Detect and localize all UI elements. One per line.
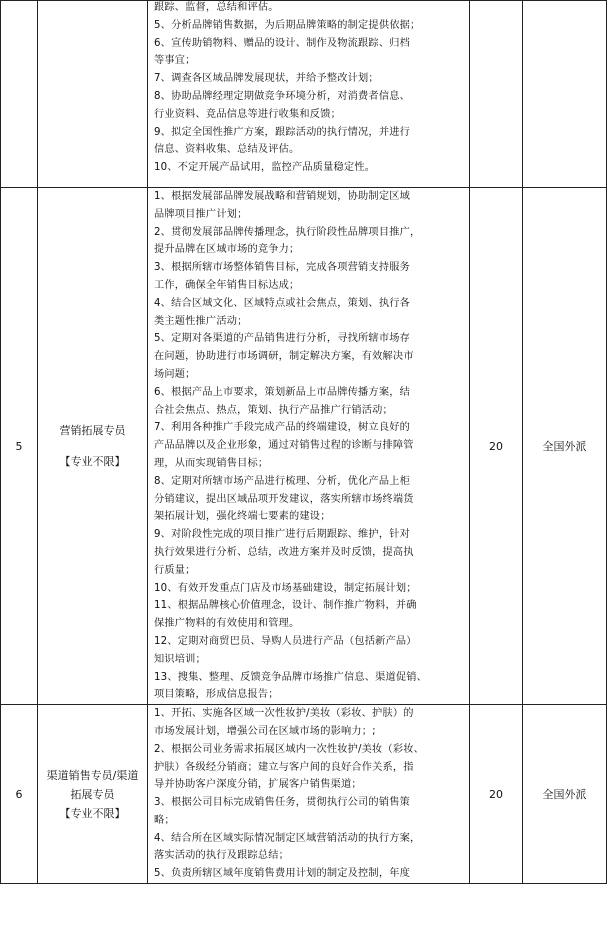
location-cell: 全国外派 bbox=[523, 705, 607, 884]
position-cell bbox=[38, 705, 148, 884]
duties-cell bbox=[148, 705, 470, 884]
position-name: 营销拓展专员 bbox=[59, 424, 126, 438]
duty-line: 护肤）各级经分销商；建立与客户间的良好合作关系，指 bbox=[154, 761, 414, 773]
duties-cell bbox=[148, 1, 470, 188]
duty-line: 行业资料、竞品信息等进行收集和反馈； bbox=[154, 108, 341, 120]
duty-line: 7、调查各区域品牌发展现状，并给予整改计划； bbox=[154, 73, 379, 85]
duty-line: 市场发展计划，增强公司在区域市场的影响力；; bbox=[154, 725, 376, 737]
duty-line: 行质量； bbox=[154, 564, 196, 576]
position-requirement: 【专业不限】 bbox=[59, 806, 126, 820]
row-number bbox=[1, 1, 38, 188]
duty-line: 产品品牌以及企业形象，通过对销售过程的诊断与排障管 bbox=[154, 440, 414, 452]
duty-line: 合社会焦点、热点，策划、执行产品推广行销活动； bbox=[154, 404, 393, 416]
duty-line: 5、定期对各渠道的产品销售进行分析，寻找所辖市场存 bbox=[154, 333, 410, 345]
duty-line: 项目策略，形成信息报告； bbox=[154, 689, 279, 701]
table-row bbox=[1, 188, 607, 705]
duty-line: 知识培训； bbox=[154, 653, 206, 665]
duty-line: 架拓展计划，强化终端七要素的建设； bbox=[154, 511, 331, 523]
duty-line: 9、拟定全国性推广方案，跟踪活动的执行情况，并进行 bbox=[154, 126, 410, 138]
table-row bbox=[1, 705, 607, 884]
duty-line: 保推广物料的有效使用和管理。 bbox=[154, 618, 300, 630]
duty-line: 6、根据产品上市要求，策划新品上市品牌传播方案，结 bbox=[154, 386, 410, 398]
duty-line: 9、对阶段性完成的项目推广进行后期跟踪、维护，针对 bbox=[154, 529, 410, 541]
duty-line: 等事宜； bbox=[154, 55, 196, 67]
duty-line: 2、贯彻发展部品牌传播理念，执行阶段性品牌项目推广， bbox=[154, 226, 421, 238]
duty-line: 跟踪、监督，总结和评估。 bbox=[154, 2, 279, 13]
duty-line: 13、搜集、整理、反馈竞争品牌市场推广信息、渠道促销、 bbox=[154, 671, 428, 683]
position-cell bbox=[38, 1, 148, 188]
duty-line: 11、根据品牌核心价值理念，设计、制作推广物料，并确 bbox=[154, 600, 417, 612]
duty-line: 信息、资料收集、总结及评估。 bbox=[154, 144, 300, 156]
duty-line: 略； bbox=[154, 814, 175, 826]
duty-line: 5、负责所辖区域年度销售费用计划的制定及控制，年度 bbox=[154, 868, 410, 880]
duty-line: 3、根据公司目标完成销售任务，贯彻执行公司的销售策 bbox=[154, 797, 410, 809]
duty-line: 执行效果进行分析、总结，改进方案并及时反馈，提高执 bbox=[154, 546, 414, 558]
headcount-cell: 20 bbox=[470, 188, 523, 705]
duty-line: 落实活动的执行及跟踪总结； bbox=[154, 850, 290, 862]
duty-line: 4、结合区域文化、区域特点或社会焦点，策划、执行各 bbox=[154, 297, 410, 309]
duty-line: 1、根据发展部品牌发展战略和营销规划，协助制定区域 bbox=[154, 191, 410, 202]
duty-line: 分销建议，提出区域品项开发建议，落实所辖市场终端货 bbox=[154, 493, 414, 505]
duty-line: 10、有效开发重点门店及市场基础建设，制定拓展计划； bbox=[154, 582, 417, 594]
duty-line: 品牌项目推广计划； bbox=[154, 208, 248, 220]
position-cell bbox=[38, 188, 148, 705]
position-name: 渠道销售专员/渠道拓展专员 bbox=[46, 768, 139, 801]
duty-line: 10、不定开展产品试用，监控产品质量稳定性。 bbox=[154, 162, 376, 174]
duty-line: 导并协助客户深度分销，扩展客户销售渠道； bbox=[154, 779, 362, 791]
duty-line: 场问题； bbox=[154, 368, 196, 380]
duty-line: 提升品牌在区域市场的竞争力； bbox=[154, 244, 300, 256]
duty-line: 5、分析品牌销售数据，为后期品牌策略的制定提供依据； bbox=[154, 19, 421, 31]
headcount-cell bbox=[470, 1, 523, 188]
duty-line: 在问题，协助进行市场调研，制定解决方案，有效解决市 bbox=[154, 351, 414, 363]
duty-line: 8、定期对所辖市场产品进行梳理、分析，优化产品上柜 bbox=[154, 475, 410, 487]
headcount-cell: 20 bbox=[470, 705, 523, 884]
duty-line: 8、协助品牌经理定期做竞争环境分析，对消费者信息、 bbox=[154, 90, 410, 102]
location-cell bbox=[523, 1, 607, 188]
duty-line: 2、根据公司业务需求拓展区域内一次性妆护/美妆（彩妆、 bbox=[154, 743, 424, 755]
location-cell: 全国外派 bbox=[523, 188, 607, 705]
duty-line: 12、定期对商贸巴员、导购人员进行产品（包括新产品） bbox=[154, 635, 417, 647]
duty-line: 工作，确保全年销售目标达成； bbox=[154, 279, 300, 291]
row-number: 5 bbox=[1, 188, 38, 705]
duty-line: 1、开拓、实施各区域一次性妆护/美妆（彩妆、护肤）的 bbox=[154, 708, 414, 720]
position-requirement: 【专业不限】 bbox=[59, 455, 126, 469]
duty-line: 理，从而实现销售目标； bbox=[154, 457, 269, 469]
row-number: 6 bbox=[1, 705, 38, 884]
duties-cell bbox=[148, 188, 470, 705]
duty-line: 4、结合所在区域实际情况制定区域营销活动的执行方案， bbox=[154, 832, 421, 844]
duty-line: 3、根据所辖市场整体销售目标，完成各项营销支持服务 bbox=[154, 262, 410, 274]
table-row bbox=[1, 1, 607, 188]
duty-line: 类主题性推广活动； bbox=[154, 315, 248, 327]
duty-line: 7、利用各种推广手段完成产品的终端建设，树立良好的 bbox=[154, 422, 410, 434]
duty-line: 6、宣传助销物料、赠品的设计、制作及物流跟踪、归档 bbox=[154, 37, 410, 49]
